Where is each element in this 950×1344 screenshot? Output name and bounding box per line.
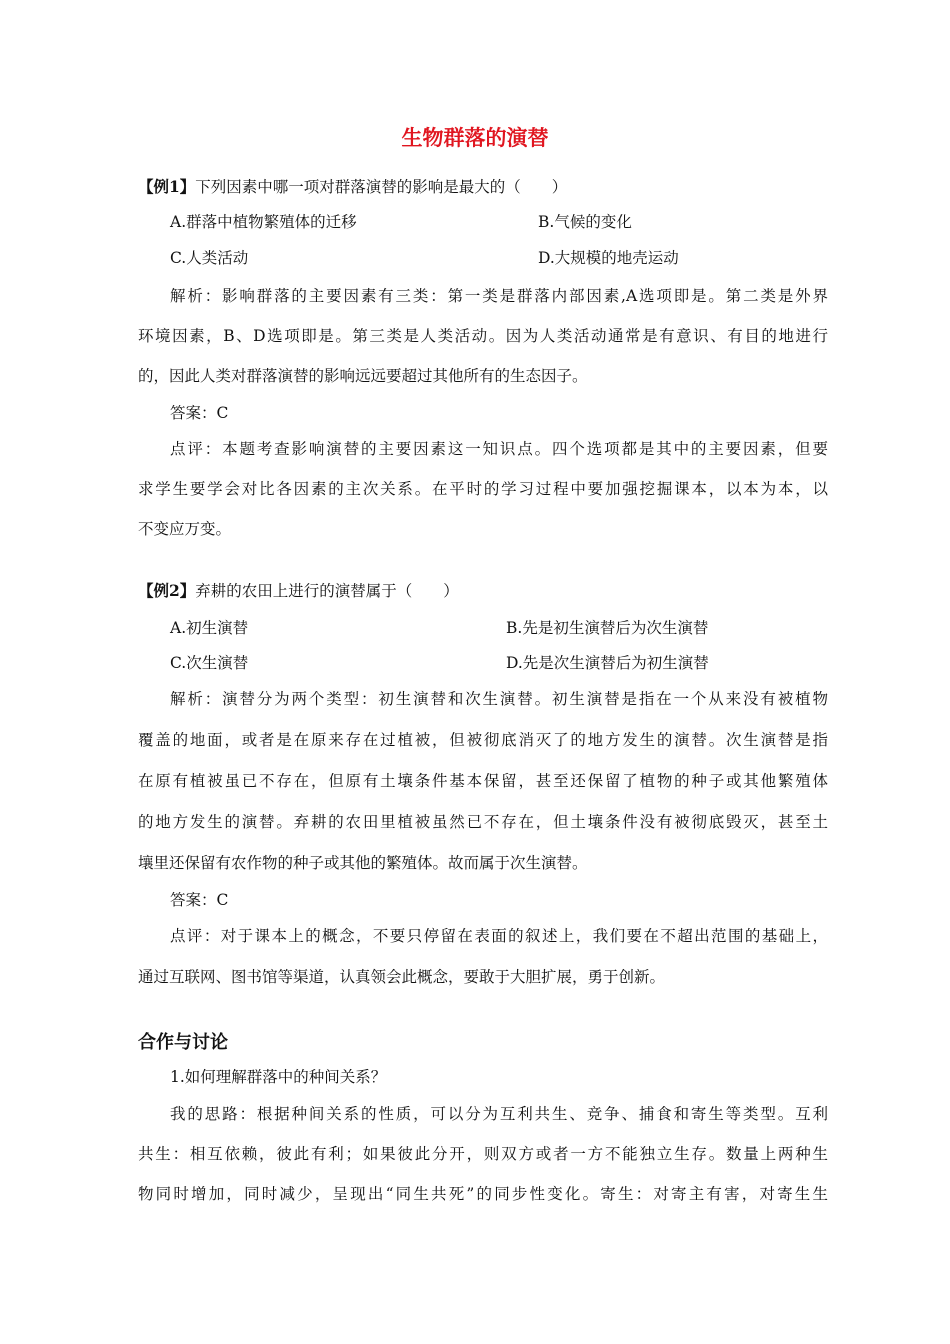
- page-title: 生物群落的演替: [401, 126, 549, 150]
- example2-analysis-line: 的地方发生的演替。弃耕的农田里植被虽然已不存在，但土壤条件没有被彻底毁灭，甚至土: [138, 813, 828, 831]
- example2-question: [138, 581, 828, 601]
- example1-analysis-line: 解析：影响群落的主要因素有三类：第一类是群落内部因素,A选项即是。第二类是外界: [170, 287, 828, 305]
- example1-question-text: 下列因素中哪一项对群落演替的影响是最大的（ ）: [195, 178, 568, 196]
- example1-option-b: B.气候的变化: [538, 213, 632, 231]
- example1-option-d: D.大规模的地壳运动: [538, 249, 679, 267]
- discussion-thinking-line: 我的思路：根据种间关系的性质，可以分为互利共生、竞争、捕食和寄生等类型。互利: [170, 1105, 828, 1123]
- discussion-question: 1.如何理解群落中的种间关系？: [170, 1068, 387, 1086]
- example2-option-c: C.次生演替: [170, 654, 249, 672]
- example1-option-a: A.群落中植物繁殖体的迁移: [170, 213, 357, 231]
- example1-option-c: C.人类活动: [170, 249, 249, 267]
- example2-analysis-line: 在原有植被虽已不存在，但原有土壤条件基本保留，甚至还保留了植物的种子或其他繁殖体: [138, 772, 828, 790]
- example2-analysis-line: 壤里还保留有农作物的种子或其他的繁殖体。故而属于次生演替。: [138, 854, 588, 872]
- example1-analysis-line: 的，因此人类对群落演替的影响远远要超过其他所有的生态因子。: [138, 367, 588, 385]
- example2-option-d: D.先是次生演替后为初生演替: [506, 654, 709, 672]
- discussion-thinking-line: 共生：相互依赖，彼此有利；如果彼此分开，则双方或者一方不能独立生存。数量上两种生: [138, 1145, 828, 1163]
- example2-analysis-line: 覆盖的地面，或者是在原来存在过植被，但被彻底消灭了的地方发生的演替。次生演替是指: [138, 731, 828, 749]
- example2-question-text: 弃耕的农田上进行的演替属于（ ）: [195, 582, 459, 600]
- example2-option-b: B.先是初生演替后为次生演替: [506, 619, 709, 637]
- example1-label: 【例1】: [138, 177, 196, 196]
- example1-analysis-line: 环境因素，B、D选项即是。第三类是人类活动。因为人类活动通常是有意识、有目的地进行: [138, 327, 828, 345]
- example2-comment-line: 点评：对于课本上的概念，不要只停留在表面的叙述上，我们要在不超出范围的基础上，: [170, 927, 828, 945]
- example1-answer: 答案：C: [170, 404, 229, 422]
- example1-comment-line: 点评：本题考查影响演替的主要因素这一知识点。四个选项都是其中的主要因素，但要: [170, 440, 828, 458]
- discussion-heading: 合作与讨论: [138, 1032, 228, 1053]
- example1-comment-line: 不变应万变。: [138, 520, 232, 538]
- example2-label: 【例2】: [138, 581, 196, 600]
- discussion-thinking-line: 物同时增加，同时减少，呈现出“同生共死”的同步性变化。寄生：对寄主有害，对寄生生: [138, 1185, 828, 1203]
- example2-analysis-line: 解析：演替分为两个类型：初生演替和次生演替。初生演替是指在一个从来没有被植物: [170, 690, 828, 708]
- example2-comment-line: 通过互联网、图书馆等渠道，认真领会此概念，要敢于大胆扩展，勇于创新。: [138, 968, 666, 986]
- example1-question: [138, 177, 828, 197]
- example1-comment-line: 求学生要学会对比各因素的主次关系。在平时的学习过程中要加强挖掘课本，以本为本，以: [138, 480, 828, 498]
- example2-option-a: A.初生演替: [170, 619, 249, 637]
- example2-answer: 答案：C: [170, 891, 229, 909]
